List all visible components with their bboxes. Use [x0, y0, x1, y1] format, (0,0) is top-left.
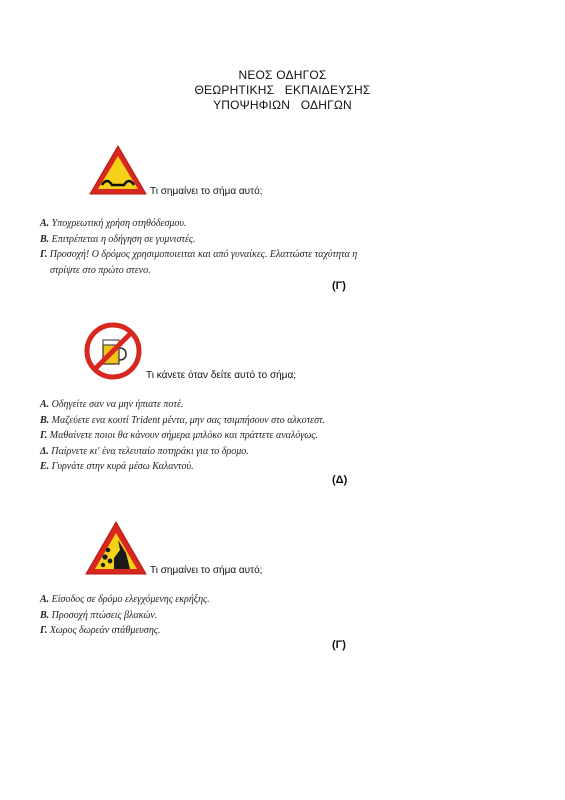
option-2b: Β. Μαζεύετε ενα κουτί Trident μέντα, μην σας τσιμπήσουν στο αλκοτεστ. — [40, 414, 326, 426]
option-3c: Γ. Χωρος δωρεάν στάθμευσης. — [40, 625, 161, 636]
option-3b: Β. Προσοχή πτώσεις βλακών. — [40, 609, 158, 621]
option-1c: Γ. Προσοχή! Ο δρόμος χρησιμοποιειται και από γυναίκες. Ελαττώστε ταχύτητα η — [40, 249, 358, 260]
title-line-2: ΘΕΩΡΗΤΙΚΗΣ ΕΚΠΑΙΔΕΥΣΗΣ — [194, 83, 371, 97]
option-1c-continuation: στρίψτε στο πρώτο στενο. — [50, 264, 151, 276]
question-3-text: Τι σημαίνει το σήμα αυτό; — [150, 565, 263, 576]
option-2e: Ε. Γυρνάτε στην κυρά μέσω Καλαντού. — [40, 461, 194, 472]
question-3-answer: (Γ) — [332, 639, 346, 651]
question-1-text: Τι σημαίνει το σήμα αυτό; — [150, 186, 263, 197]
question-1-options — [40, 216, 510, 278]
question-2-options — [40, 397, 510, 475]
option-3a: Α. Είσοδος σε δρόμο ελεγχόμενης εκρήξης. — [40, 594, 210, 605]
title-line-3: ΥΠΟΨΗΦΙΩΝ ΟΔΗΓΩΝ — [213, 98, 352, 112]
no-beer-prohibition-icon — [84, 322, 142, 380]
falling-rocks-warning-icon — [84, 520, 148, 576]
question-3-options — [40, 592, 510, 639]
option-2d: Δ. Παίρνετε κι' ένα τελευταίο ποτηράκι για το δρομο. — [40, 445, 249, 457]
document-title — [0, 68, 565, 113]
title-line-1: ΝΕΟΣ ΟΔΗΓΟΣ — [238, 68, 327, 82]
question-2-text: Τι κάνετε όταν δείτε αυτό το σήμα; — [146, 370, 297, 381]
option-1a: Α. Υποχρεωτική χρήση οτηθόδεσμου. — [40, 218, 187, 229]
option-2a: Α. Οδηγείτε σαν να μην ήπιατε ποτέ. — [40, 399, 184, 410]
question-2-answer: (Δ) — [332, 474, 348, 486]
option-2c: Γ. Μαθαίνετε ποιοι θα κάνουν σήμερα μπλόκο και πράττετε αναλόγως. — [40, 430, 318, 441]
question-1-answer: (Γ) — [332, 280, 346, 292]
option-1b: Β. Επιτρέπεται η οδήγηση σε γυμνιστές. — [40, 233, 196, 245]
bumpy-road-warning-icon — [88, 144, 148, 196]
